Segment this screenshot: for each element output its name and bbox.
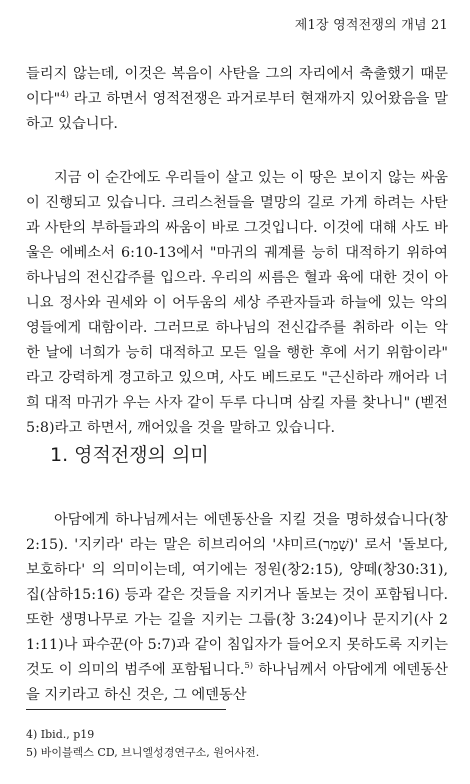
footnote-ref-4: 4) bbox=[60, 90, 69, 101]
paragraph-3 bbox=[26, 508, 448, 708]
footnotes bbox=[26, 726, 448, 762]
footnote-ref-5: 5) bbox=[244, 661, 254, 672]
footnote-5: 5) 바이블렉스 CD, 브니엘성경연구소, 원어사전. bbox=[26, 746, 260, 759]
paragraph-3-text-after: 하나님께서 아담에게 에덴동산을 지키라고 하신 것은, 그 에덴동산 bbox=[26, 662, 448, 703]
paragraph-1-text: 들리지 않는데, 이것은 복음이 사탄을 그의 자리에서 축출했기 때문이다" bbox=[26, 66, 448, 107]
paragraph-1-text-after: 라고 하면서 영적전쟁은 과거로부터 현재까지 있어왔음을 말하고 있습니다. bbox=[26, 91, 448, 132]
running-header: 제1장 영적전쟁의 개념 21 bbox=[294, 18, 448, 33]
footnote-4: 4) Ibid., p19 bbox=[26, 728, 95, 741]
footnote-divider bbox=[26, 709, 226, 710]
paragraph-3-text: 아담에게 하나님께서는 에덴동산을 지킬 것을 명하셨습니다(창 2:15). '지키라' 라는 말은 히브리어의 '샤미르(שָׁמַר)' 로서 '돌보다, 보호하다' 의 의미이는데, 여기에는 정원(창2:15), 양떼(창30:31), 집(삼하15:16) 등과 같은 것들을 지키거나 돌보는 것이 포함됩니다. 또한 생명나무로 가는 길을 지키는 그룹(창 3:24)이나 문지기(사 21:11)나 파수꾼(아 5:7)과 같이 침입자가 들어오지 못하도록 지키는 것도 이 의미의 범주에 포함됩니다. bbox=[26, 512, 448, 678]
paragraph-2: 지금 이 순간에도 우리들이 살고 있는 이 땅은 보이지 않는 싸움이 진행되고 있습니다. 크리스천들을 멸망의 길로 가게 하려는 사탄과 사탄의 부하들과의 싸움이 바로 그것입니다. 이것에 대해 사도 바울은 에베소서 6:10-13에서 "마귀의 궤계를 능히 대적하기 위하여 하나님의 전신갑주를 입으라. 우리의 씨름은 혈과 육에 대한 것이 아니요 정사와 권세와 이 어두움의 세상 주관자들과 하늘에 있는 악의 영들에게 대함이라. 그러므로 하나님의 전신갑주를 취하라 이는 악한 날에 너희가 능히 대적하고 모든 일을 행한 후에 서기 위함이라" 라고 강력하게 경고하고 있으며, 사도 베드로도 "근신하라 깨어라 너희 대적 마귀가 우는 사자 같이 두루 다니며 삼킬 자를 찾나니" (벧전5:8)라고 하면서, 깨어있을 것을 말하고 있습니다. bbox=[26, 170, 448, 436]
paragraph-1 bbox=[26, 62, 448, 137]
section-heading: 1. 영적전쟁의 의미 bbox=[50, 444, 209, 466]
